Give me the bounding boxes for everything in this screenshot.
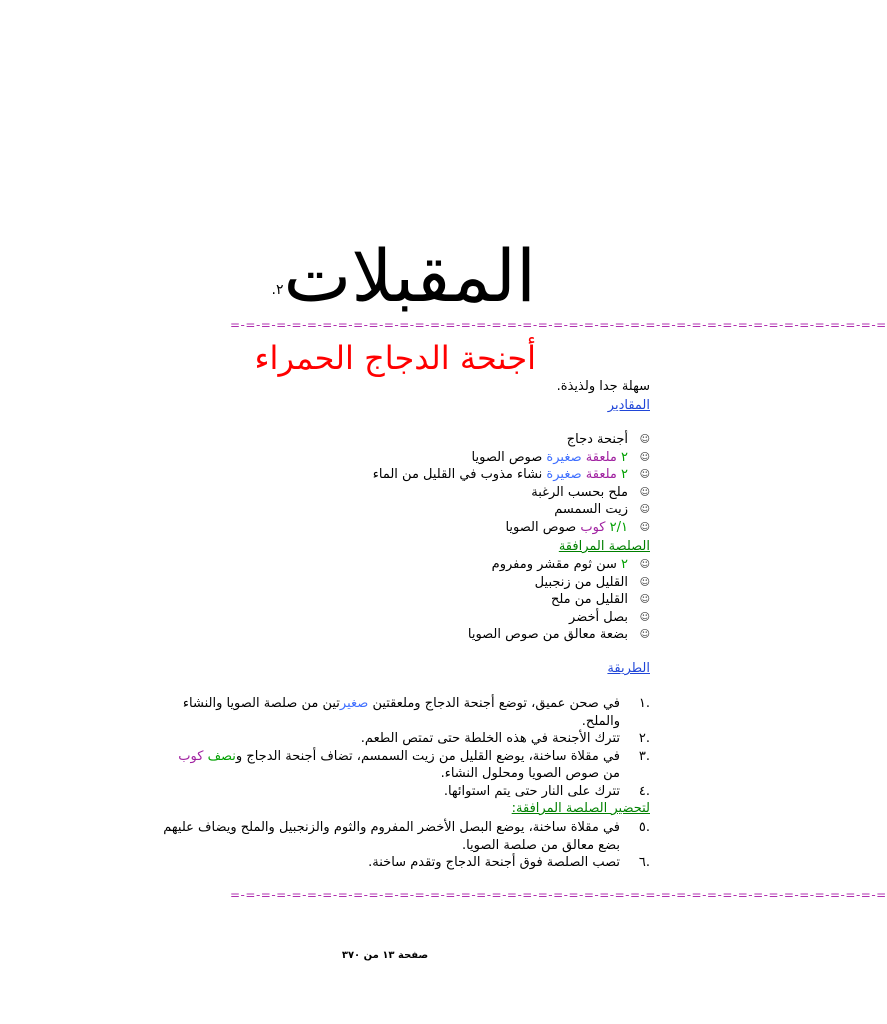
text-run: بضعة معالق من صوص الصويا [467,627,628,642]
list-item [468,556,650,574]
smiley-bullet-icon: ☺ [639,594,650,605]
step-text [130,783,620,801]
step-number: .٥ [638,820,650,835]
list-item [468,609,650,627]
step-line [110,837,620,855]
step-text [110,819,620,854]
text-run: بضع معالق من صلصة الصويا. [461,837,620,853]
text-run: في مقلاة ساخنة، يوضع البصل الأخضر المفروم والثوم والزنجبيل والملح ويضاف عليهم [163,820,620,835]
list-item [468,591,650,609]
text-run: القليل من زنجبيل [534,574,628,590]
list-item [468,574,650,592]
smiley-bullet-icon: ☺ [639,521,650,533]
text-run: من صوص الصويا ومحلول النشاء. [440,766,620,781]
step-text [110,854,620,872]
list-item [468,626,650,644]
smiley-bullet-icon: ☺ [639,451,650,463]
step-text [130,730,620,748]
smiley-bullet-icon: ☺ [639,504,650,515]
text-run: ملح بحسب الرغبة [531,484,628,500]
text-run: أجنحة دجاج [566,432,628,447]
text-run: نشاء مذوب في القليل من الماء [372,467,543,482]
smiley-bullet-icon: ☺ [639,611,650,623]
text-run: ٢/١ [605,519,628,535]
step-item [130,783,650,801]
divider-top: =-=-=-=-=-=-=-=-=-=-=-=-=-=-=-=-=-=-=-=-=-=-=-=-=-=-=-=-=-=-=-=-=-=-=-=-=-=-=-=-=-=-= [230,318,887,332]
section-title: المقبلات [283,234,536,318]
step-number: .١ [638,696,650,711]
sauce-ingredients-list [468,556,650,644]
recipe-intro: سهلة جدا ولذيذة. [556,379,650,394]
text-run: كوب [178,748,204,764]
text-run: تترك الأجنحة في هذه الخلطة حتى تمتص الطعم. [360,731,620,746]
text-run: ٢ [616,557,628,572]
step-line [110,819,620,837]
step-line [130,765,620,783]
list-item [373,501,650,519]
step-number: .٢ [638,731,650,746]
text-run: في مقلاة ساخنة، يوضع القليل من زيت السمسم، تضاف أجنحة الدجاج و [235,748,620,764]
method-steps-list [130,695,650,800]
list-item-text [505,519,628,537]
smiley-bullet-icon: ☺ [639,629,650,640]
smiley-bullet-icon: ☺ [639,559,650,570]
text-run: سن ثوم مقشر ومفروم [491,557,617,572]
step-line [130,695,620,713]
text-run: تين من صلصة الصويا والنشاء [182,696,340,711]
text-run: زيت السمسم [554,502,628,517]
list-item-text [472,449,628,467]
section-number: ٢. [271,282,284,298]
smiley-bullet-icon: ☺ [639,469,650,480]
text-run: بصل أخضر [569,609,628,625]
list-item [373,431,650,449]
text-run: صوص الصويا [505,519,577,535]
recipe-title: أجنحة الدجاج الحمراء [254,339,536,377]
section-heading [266,222,536,318]
step-line [130,783,620,801]
text-run: في صحن عميق، توضع أجنحة الدجاج وملعقتين [368,696,620,711]
step-item [110,854,650,872]
text-run: تترك على النار حتى يتم استوائها. [443,783,620,799]
step-text [130,695,620,730]
ingredients-heading-link[interactable]: المقادير [607,398,650,413]
list-item-text [531,484,628,502]
step-item [130,748,650,783]
text-run: صغيرة [542,467,582,482]
sauce-heading-link[interactable]: الصلصة المرافقة [558,539,650,554]
smiley-bullet-icon: ☺ [639,434,650,445]
text-run: صغير [339,696,369,711]
divider-bottom: =-=-=-=-=-=-=-=-=-=-=-=-=-=-=-=-=-=-=-=-=-=-=-=-=-=-=-=-=-=-=-=-=-=-=-=-=-=-=-=-=-=-= [230,888,887,902]
step-line [130,713,620,731]
step-line [130,730,620,748]
list-item-text [373,466,628,484]
list-item [373,466,650,484]
text-run: القليل من ملح [550,592,628,607]
list-item [373,519,650,537]
sauce-steps-list [110,819,650,872]
text-run: ٢ [616,467,628,482]
step-number: .٤ [638,783,650,799]
ingredients-list [373,431,650,536]
step-item [130,695,650,730]
text-run: تصب الصلصة فوق أجنحة الدجاج وتقدم ساخنة. [368,855,620,870]
step-item [130,730,650,748]
list-item-text [567,431,628,449]
step-number: .٦ [638,855,650,870]
list-item [373,484,650,502]
text-run: ملعقة [581,467,617,482]
list-item-text [554,501,628,519]
list-item-text [551,591,628,609]
page-footer: صفحة ١٣ من ٣٧٠ [341,950,429,961]
list-item-text [492,556,628,574]
text-run: صوص الصويا [471,449,543,465]
list-item-text [468,626,628,644]
list-item-text [535,574,628,592]
text-run: ٢ [616,449,628,465]
text-run: نصف [203,748,236,764]
list-item [373,449,650,467]
step-line [130,748,620,766]
text-run: والملح. [581,713,620,729]
method-heading-link[interactable]: الطريقة [607,661,650,676]
list-item-text [569,609,628,627]
smiley-bullet-icon: ☺ [639,486,650,498]
text-run: صغيرة [542,449,582,465]
step-text [130,748,620,783]
step-item [110,819,650,854]
text-run: كوب [576,519,606,535]
smiley-bullet-icon: ☺ [639,576,650,588]
step-line [110,854,620,872]
step-number: .٣ [638,748,650,764]
sauce-prep-heading-link[interactable]: لتحضير الصلصة المرافقة: [511,801,650,816]
text-run: ملعقة [581,449,617,465]
